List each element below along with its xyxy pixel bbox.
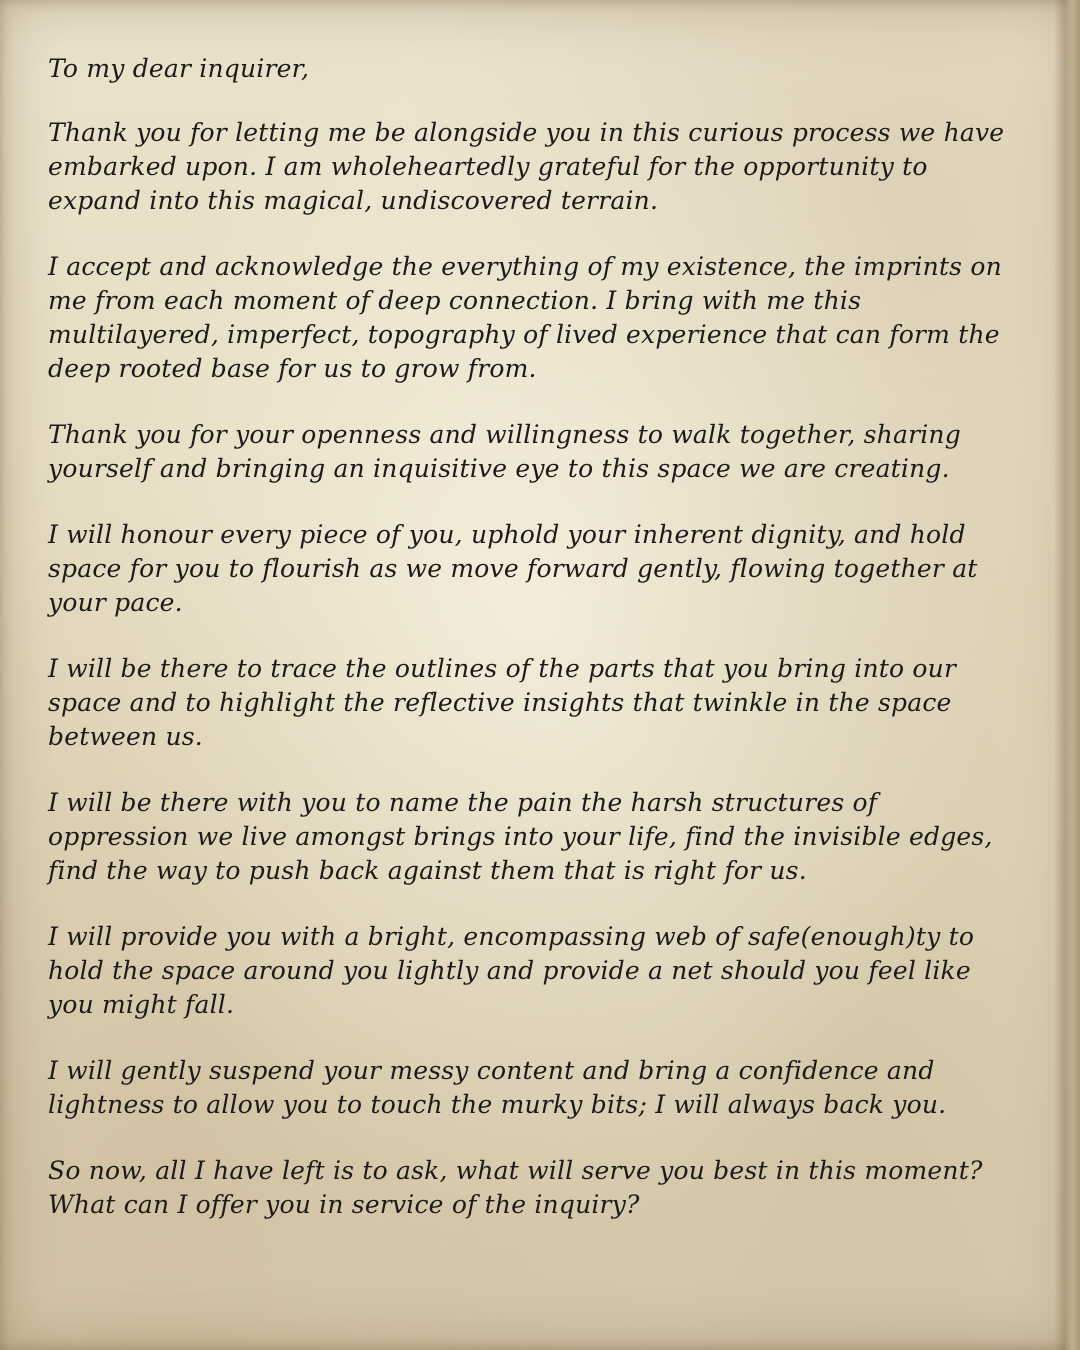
letter-greeting: To my dear inquirer, bbox=[48, 54, 310, 83]
letter-paragraph-8: I will gently suspend your messy content and bring a confidence and lightness to allow you to touch the murky bits; I will always back you. bbox=[48, 1056, 947, 1119]
torn-paper-edge bbox=[1054, 0, 1080, 1350]
letter-paragraph-4: I will honour every piece of you, uphold your inherent dignity, and hold space for you to flourish as we move forward gently, flowing together at your pace. bbox=[48, 520, 978, 617]
letter-paragraph-1: Thank you for letting me be alongside you in this curious process we have embarked upon. I am wholeheartedly grateful for the opportunity to expand into this magical, undiscovered terrain. bbox=[48, 118, 1005, 215]
letter-paragraph-3: Thank you for your openness and willingness to walk together, sharing yourself and bringing an inquisitive eye to this space we are creating. bbox=[48, 420, 961, 483]
letter-paragraph-5: I will be there to trace the outlines of the parts that you bring into our space and to highlight the reflective insights that twinkle in the space between us. bbox=[48, 654, 957, 751]
letter-paragraph-7: I will provide you with a bright, encompassing web of safe(enough)ty to hold the space around you lightly and provide a net should you feel like you might fall. bbox=[48, 922, 975, 1019]
letter-paragraph-6: I will be there with you to name the pain the harsh structures of oppression we live amongst brings into your life, find the invisible edges, find the way to push back against them that is right for us. bbox=[48, 788, 993, 885]
letter-paragraph-2: I accept and acknowledge the everything of my existence, the imprints on me from each moment of deep connection. I bring with me this multilayered, imperfect, topography of lived experience that can form the deep rooted base for us to grow from. bbox=[48, 252, 1002, 383]
letter-body bbox=[48, 52, 1023, 1254]
letter-paragraph-9: So now, all I have left is to ask, what will serve you best in this moment? What can I offer you in service of the inquiry? bbox=[48, 1156, 983, 1219]
